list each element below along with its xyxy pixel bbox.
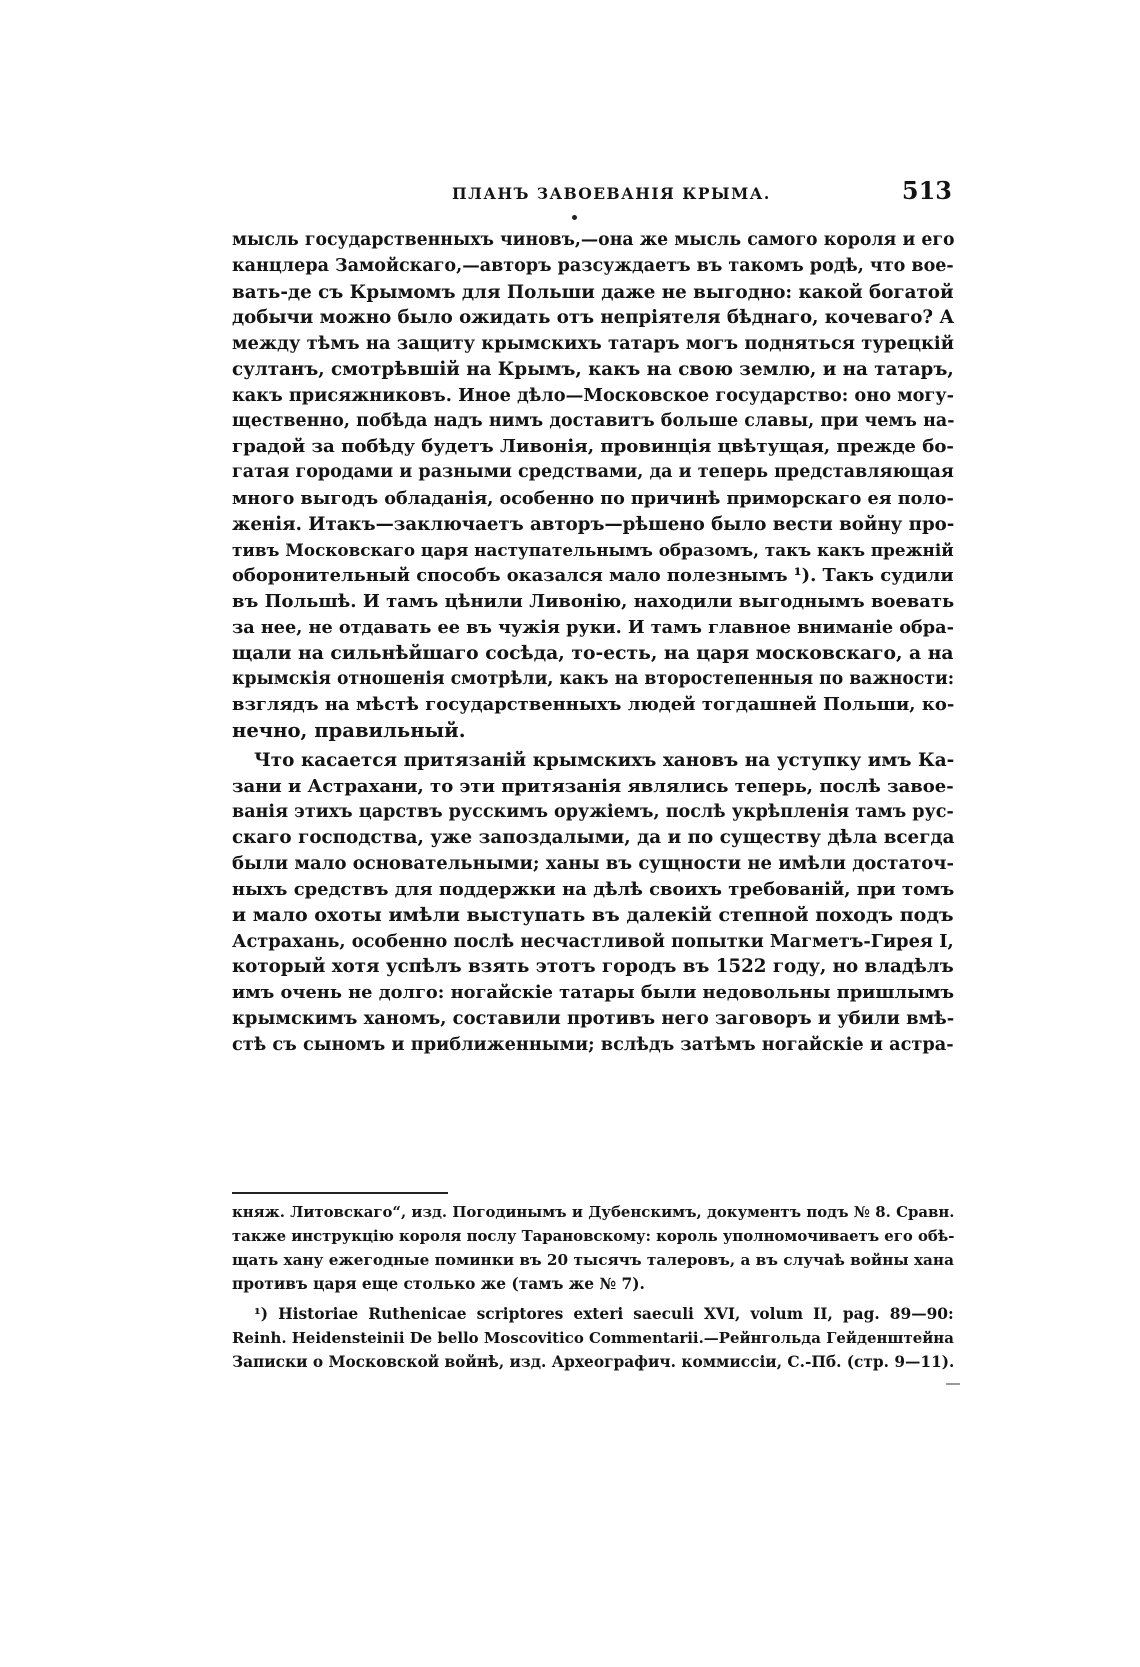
page-header <box>232 176 952 216</box>
text-line: султанъ, смотрѣвшій на Крымъ, какъ на свою землю, и на татаръ, <box>232 358 954 380</box>
footnote-line: щать хану ежегодные поминки въ 20 тысячъ талеровъ, а въ случаѣ войны хана <box>232 1251 954 1269</box>
text-line: за нее, не отдавать ее въ чужія руки. И тамъ главное вниманіе обра- <box>232 616 954 638</box>
text-line: оборонительный способъ оказался мало полезнымъ ¹). Такъ судили <box>232 565 954 587</box>
footnote-line: также инструкцію короля послу Тарановскому: король уполномочиваетъ его обѣ- <box>232 1227 955 1245</box>
text-line: стѣ съ сыномъ и приближенными; вслѣдъ затѣмъ ногайскіе и астра- <box>232 1033 954 1055</box>
text-line: щественно, побѣда надъ нимъ доставитъ больше славы, при чемъ на- <box>232 410 955 431</box>
text-line: добычи можно было ожидать отъ непріятеля бѣднаго, кочеваго? А <box>232 307 955 329</box>
footnote-line: противъ царя еще столько же (тамъ же № 7). <box>232 1275 645 1293</box>
text-line: тивъ Московскаго царя наступательнымъ образомъ, такъ какъ прежній <box>232 539 954 560</box>
text-line: крымскія отношенія смотрѣли, какъ на второстепенныя по важности: <box>232 668 955 689</box>
footnote-line: княж. Литовскаго“, изд. Погодинымъ и Дубенскимъ, документъ подъ № 8. Сравн. <box>232 1203 955 1221</box>
text-line: щали на сильнѣйшаго сосѣда, то-есть, на царя московскаго, а на <box>232 641 954 664</box>
running-title: ПЛАНЪ ЗАВОЕВАНІЯ КРЫМА. <box>452 184 771 203</box>
footnote-divider <box>232 1192 448 1194</box>
text-line: какъ присяжниковъ. Иное дѣло—Московское государство: оно могу- <box>232 384 954 406</box>
text-line: между тѣмъ на защиту крымскихъ татаръ могъ подняться турецкій <box>232 333 954 355</box>
body-text <box>232 228 954 1058</box>
text-line: ныхъ средствъ для поддержки на дѣлѣ своихъ требованій, при томъ <box>232 878 955 900</box>
page-number: 513 <box>901 176 952 205</box>
text-line: много выгодъ обладанія, особенно по причинѣ приморскаго ея поло- <box>232 487 954 509</box>
text-line: взглядъ на мѣстѣ государственныхъ людей тогдашней Польши, ко- <box>232 694 955 716</box>
footnotes <box>232 1200 954 1374</box>
text-line: мысль государственныхъ чиновъ,—она же мысль самого короля и его <box>232 230 955 250</box>
print-mark <box>572 215 577 220</box>
print-mark <box>946 1383 960 1385</box>
text-line: нечно, правильный. <box>232 719 466 743</box>
text-line: вать-де съ Крымомъ для Польши даже не выгодно: какой богатой <box>232 281 954 303</box>
footnote-line: ¹) Historiae Ruthenicae scriptores exteri saeculi XVI, volum II, pag. 89—90: <box>254 1305 954 1323</box>
text-line: градой за побѣду будетъ Ливонія, провинція цвѣтущая, прежде бо- <box>232 436 954 458</box>
text-line: имъ очень не долго: ногайскіе татары были недовольны пришлымъ <box>232 982 955 1004</box>
text-line: въ Польшѣ. И тамъ цѣнили Ливонію, находили выгоднымъ воевать <box>232 591 955 613</box>
text-line: гатая городами и разными средствами, да и теперь представляющая <box>232 462 954 483</box>
footnote-line: Reinh. Heidensteinii De bello Moscovitico Commentarii.—Рейнгольда Гейденштейна <box>232 1329 954 1347</box>
text-line: женія. Итакъ—заключаетъ авторъ—рѣшено было вести войну про- <box>232 513 955 535</box>
footnote-line: Записки о Московской войнѣ, изд. Археографич. коммиссіи, С.-Пб. (стр. 9—11). <box>232 1353 955 1371</box>
text-line: и мало охоты имѣли выступать въ далекій степной походъ подъ <box>232 903 954 926</box>
text-line: канцлера Замойскаго,—авторъ разсуждаетъ въ такомъ родѣ, что вое- <box>232 255 954 276</box>
text-line: ванія этихъ царствъ русскимъ оружіемъ, послѣ укрѣпленія тамъ рус- <box>232 801 954 822</box>
text-line: который хотя успѣлъ взять этотъ городъ въ 1522 году, но владѣлъ <box>232 956 954 978</box>
text-line: скаго господства, уже запоздалыми, да и по существу дѣла всегда <box>232 827 955 849</box>
text-line: крымскимъ ханомъ, составили противъ него заговоръ и убили вмѣ- <box>232 1007 955 1029</box>
text-line: были мало основательными; ханы въ сущности не имѣли достаточ- <box>232 853 954 875</box>
text-line: зани и Астрахани, то эти притязанія являлись теперь, послѣ завое- <box>232 775 954 797</box>
text-line: Астрахань, особенно послѣ несчастливой попытки Магметъ-Гирея I, <box>232 930 954 952</box>
text-line: Что касается притязаній крымскихъ хановъ на уступку имъ Ка- <box>254 749 955 771</box>
